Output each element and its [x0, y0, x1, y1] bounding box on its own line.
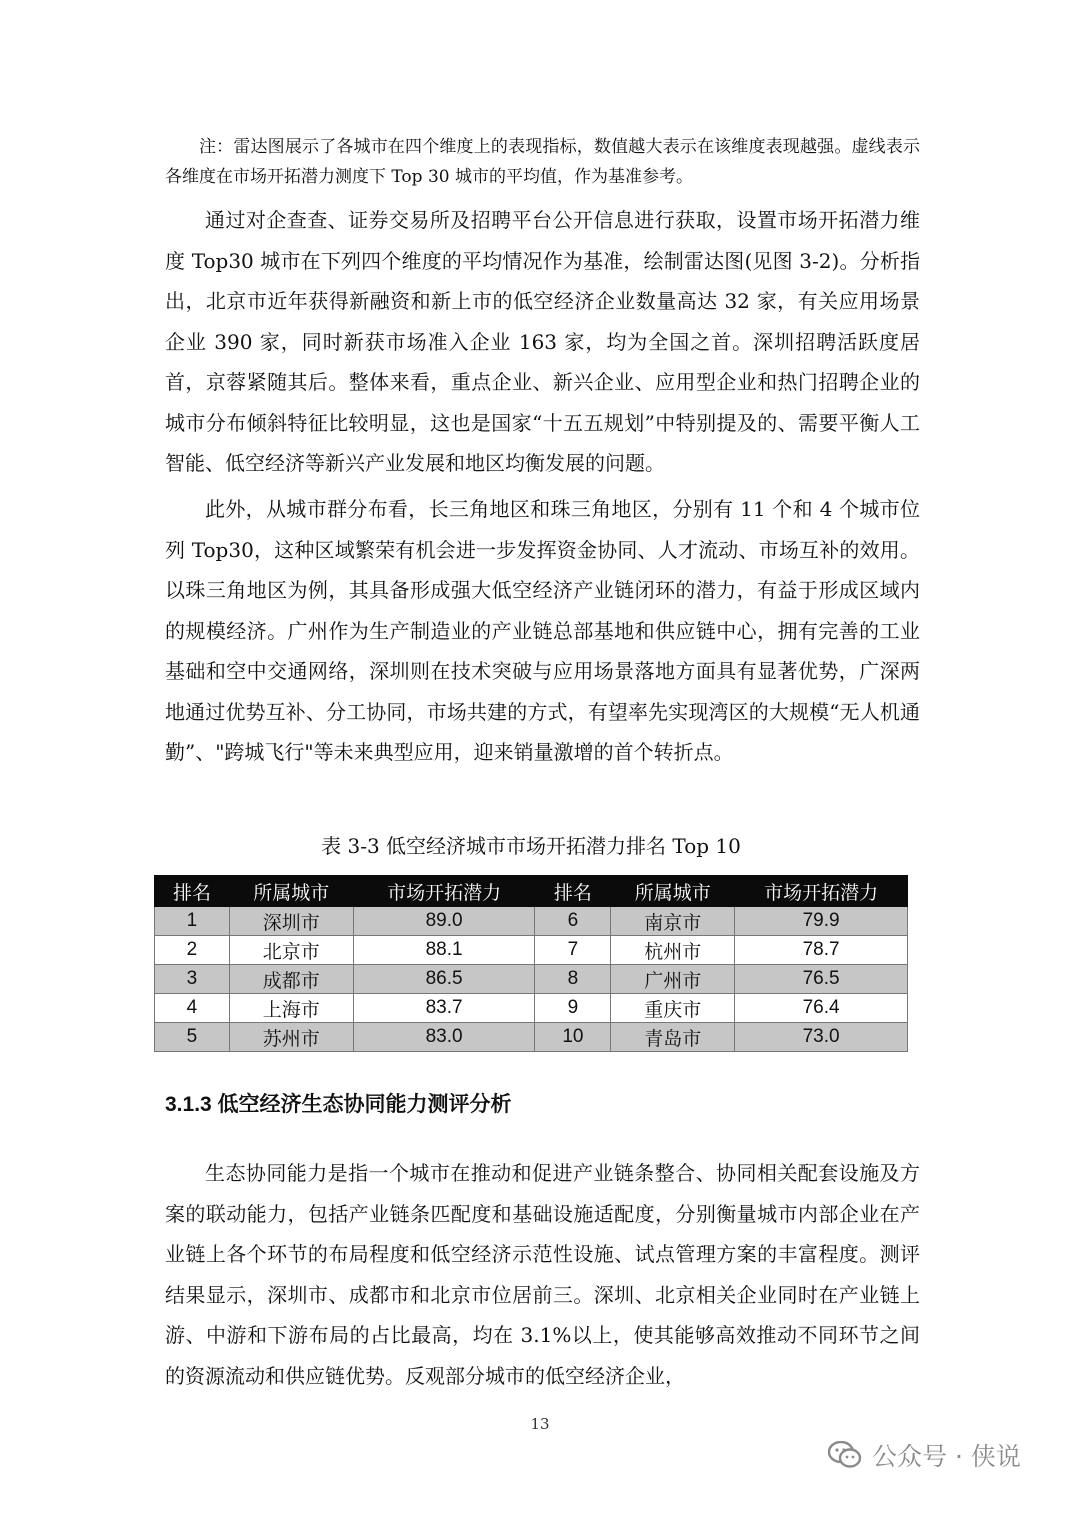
city-cell: 成都市	[229, 965, 353, 994]
header-potential: 市场开拓潜力	[353, 876, 535, 907]
page-number: 13	[530, 1415, 550, 1433]
score-cell: 86.5	[353, 965, 535, 994]
score-cell: 78.7	[735, 936, 908, 965]
table-row	[155, 965, 908, 994]
city-cell: 苏州市	[229, 1023, 353, 1052]
table-row	[155, 1023, 908, 1052]
table-header-row	[155, 876, 908, 907]
header-potential: 市场开拓潜力	[735, 876, 908, 907]
city-cell: 杭州市	[611, 936, 735, 965]
body-paragraph-1: 通过对企查查、证券交易所及招聘平台公开信息进行获取，设置市场开拓潜力维度 Top30 城市在下列四个维度的平均情况作为基准，绘制雷达图(见图 3-2)。分析指出，北京市近年获得新融资和新上市的低空经济企业数量高达 32 家，有关应用场景企业 390 家，同时新获市场准入企业 163 家，均为全国之首。深圳招聘活跃度居首，京蓉紧随其后。整体来看，重点企业、新兴企业、应用型企业和热门招聘企业的城市分布倾斜特征比较明显，这也是国家“十五五规划”中特别提及的、需要平衡人工智能、低空经济等新兴产业发展和地区均衡发展的问题。	[165, 208, 920, 475]
city-cell: 青岛市	[611, 1023, 735, 1052]
table-caption: 表 3-3 低空经济城市市场开拓潜力排名 Top 10	[321, 834, 741, 858]
score-cell: 76.4	[735, 994, 908, 1023]
header-city: 所属城市	[229, 876, 353, 907]
table-row	[155, 907, 908, 936]
section-heading: 3.1.3 低空经济生态协同能力测评分析	[165, 1093, 512, 1116]
body-paragraph-2: 此外，从城市群分布看，长三角地区和珠三角地区，分别有 11 个和 4 个城市位列 Top30，这种区域繁荣有机会进一步发挥资金协同、人才流动、市场互补的效用。以珠三角地区为例，其具备形成强大低空经济产业链闭环的潜力，有益于形成区域内的规模经济。广州作为生产制造业的产业链总部基地和供应链中心，拥有完善的工业基础和空中交通网络，深圳则在技术突破与应用场景落地方面具有显著优势，广深两地通过优势互补、分工协同，市场共建的方式，有望率先实现湾区的大规模“无人机通勤”、"跨城飞行"等未来典型应用，迎来销量激增的首个转折点。	[165, 497, 920, 764]
city-cell: 广州市	[611, 965, 735, 994]
wechat-icon	[828, 1441, 862, 1469]
rank-cell: 9	[535, 994, 611, 1023]
ranking-table	[154, 875, 908, 1052]
rank-cell: 5	[155, 1023, 230, 1052]
rank-cell: 6	[535, 907, 611, 936]
watermark-text: 公众号 · 侠说	[872, 1442, 1021, 1471]
city-cell: 南京市	[611, 907, 735, 936]
rank-cell: 10	[535, 1023, 611, 1052]
score-cell: 83.0	[353, 1023, 535, 1052]
header-rank: 排名	[155, 876, 230, 907]
header-rank: 排名	[535, 876, 611, 907]
watermark	[828, 1437, 1021, 1473]
body-paragraph-3: 生态协同能力是指一个城市在推动和促进产业链条整合、协同相关配套设施及方案的联动能力，包括产业链条匹配度和基础设施适配度，分别衡量城市内部企业在产业链上各个环节的布局程度和低空经济示范性设施、试点管理方案的丰富程度。测评结果显示，深圳市、成都市和北京市位居前三。深圳、北京相关企业同时在产业链上游、中游和下游布局的占比最高，均在 3.1%以上，使其能够高效推动不同环节之间的资源流动和供应链优势。反观部分城市的低空经济企业，	[165, 1161, 920, 1388]
city-cell: 深圳市	[229, 907, 353, 936]
score-cell: 88.1	[353, 936, 535, 965]
score-cell: 73.0	[735, 1023, 908, 1052]
table-row	[155, 936, 908, 965]
rank-cell: 2	[155, 936, 230, 965]
city-cell: 北京市	[229, 936, 353, 965]
figure-note: 注：雷达图展示了各城市在四个维度上的表现指标，数值越大表示在该维度表现越强。虚线表示各维度在市场开拓潜力测度下 Top 30 城市的平均值，作为基准参考。	[165, 137, 920, 187]
rank-cell: 8	[535, 965, 611, 994]
city-cell: 重庆市	[611, 994, 735, 1023]
rank-cell: 3	[155, 965, 230, 994]
table-row	[155, 994, 908, 1023]
rank-cell: 1	[155, 907, 230, 936]
score-cell: 76.5	[735, 965, 908, 994]
score-cell: 83.7	[353, 994, 535, 1023]
rank-cell: 7	[535, 936, 611, 965]
city-cell: 上海市	[229, 994, 353, 1023]
score-cell: 79.9	[735, 907, 908, 936]
header-city: 所属城市	[611, 876, 735, 907]
score-cell: 89.0	[353, 907, 535, 936]
rank-cell: 4	[155, 994, 230, 1023]
